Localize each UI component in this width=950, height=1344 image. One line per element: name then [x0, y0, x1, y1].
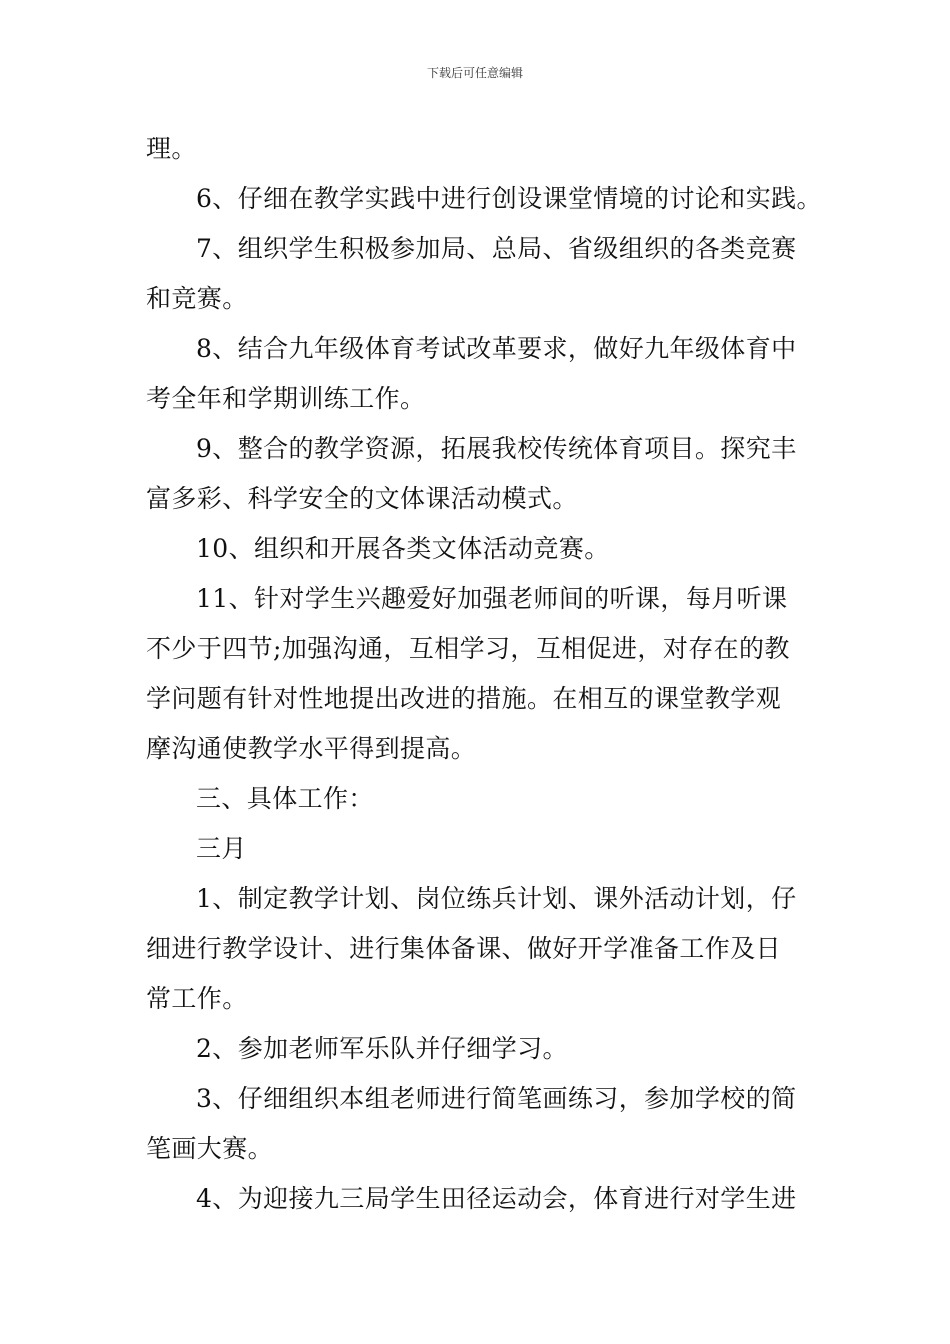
- body-line: 10、组织和开展各类文体活动竞赛。: [196, 534, 610, 563]
- body-line: 考全年和学期训练工作。: [146, 384, 426, 413]
- body-line: 不少于四节;加强沟通，互相学习，互相促进，对存在的教: [146, 634, 790, 663]
- body-line: 3、仔细组织本组老师进行简笔画练习，参加学校的简: [196, 1084, 797, 1113]
- body-line: 9、整合的教学资源，拓展我校传统体育项目。探究丰: [196, 434, 797, 463]
- body-line: 细进行教学设计、进行集体备课、做好开学准备工作及日: [146, 934, 782, 963]
- body-line: 4、为迎接九三局学生田径运动会，体育进行对学生进: [196, 1184, 797, 1213]
- body-line: 7、组织学生积极参加局、总局、省级组织的各类竞赛: [196, 234, 797, 263]
- body-line: 2、参加老师军乐队并仔细学习。: [196, 1034, 568, 1063]
- body-line: 和竞赛。: [146, 284, 248, 313]
- page-header-note: 下载后可任意编辑: [426, 66, 523, 80]
- body-line: 学问题有针对性地提出改进的措施。在相互的课堂教学观: [146, 684, 782, 713]
- body-line: 8、结合九年级体育考试改革要求，做好九年级体育中: [196, 334, 797, 363]
- body-line: 理。: [146, 134, 197, 163]
- body-line: 1、制定教学计划、岗位练兵计划、课外活动计划，仔: [196, 884, 797, 913]
- body-line: 常工作。: [146, 984, 248, 1013]
- section-heading: 三、具体工作：: [196, 784, 374, 813]
- body-line: 富多彩、科学安全的文体课活动模式。: [146, 484, 578, 513]
- body-line: 摩沟通使教学水平得到提高。: [146, 734, 477, 763]
- body-line: 11、针对学生兴趣爱好加强老师间的听课，每月听课: [196, 584, 788, 613]
- body-line: 6、仔细在教学实践中进行创设课堂情境的讨论和实践。: [196, 184, 822, 213]
- document-body: [146, 124, 822, 1224]
- month-heading: 三月: [196, 834, 247, 863]
- body-line: 笔画大赛。: [146, 1134, 274, 1163]
